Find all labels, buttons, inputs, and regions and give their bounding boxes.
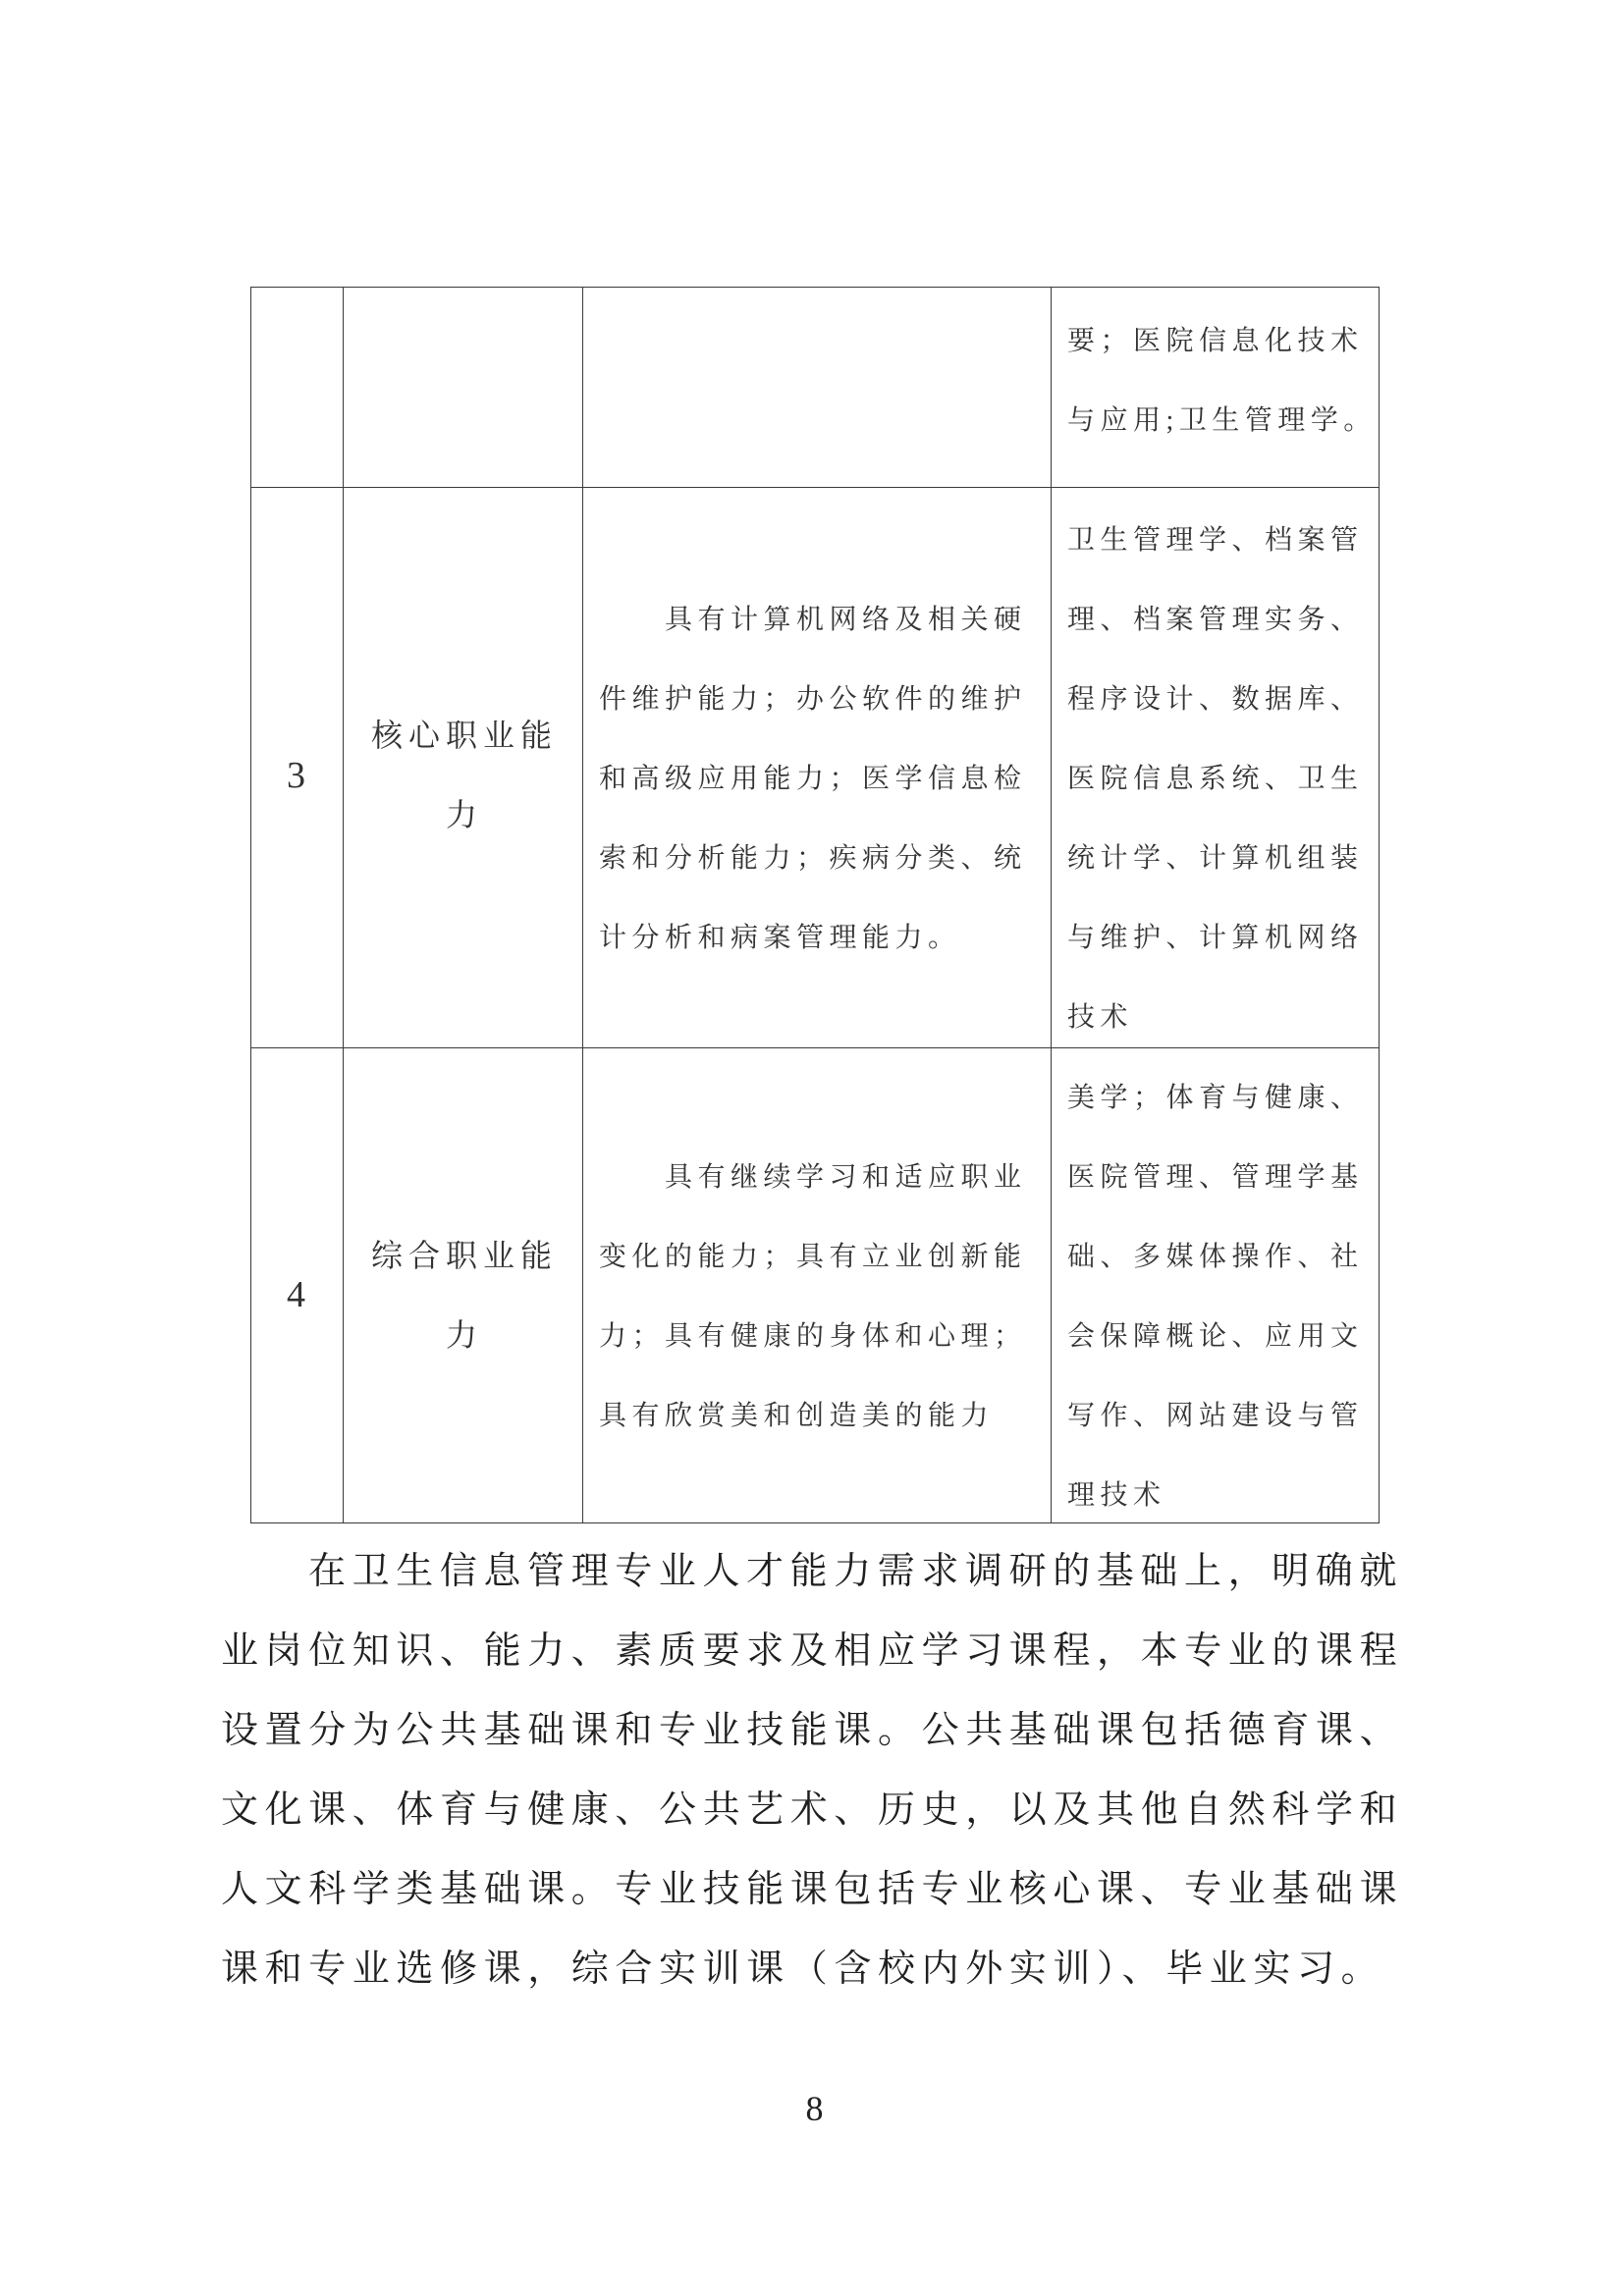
paragraph-line: 课和专业选修课，综合实训课（含校内外实训）、毕业实习。	[221, 1949, 1385, 1990]
page-number: 8	[805, 2089, 824, 2128]
cell-line: 核心职业能	[370, 718, 558, 753]
cell-line: 医院管理、管理学基	[1067, 1162, 1364, 1193]
cell-line: 变化的能力；具有立业创新能	[599, 1242, 1027, 1272]
cell-line: 程序设计、数据库、	[1067, 684, 1364, 715]
cell-line: 美学；体育与健康、	[1067, 1083, 1364, 1113]
table-column-divider	[582, 288, 583, 1522]
cell-line: 索和分析能力；疾病分类、统	[599, 843, 1027, 874]
paragraph-line: 在卫生信息管理专业人才能力需求调研的基础上，明确就	[308, 1551, 1404, 1592]
cell-line: 要；医院信息化技术	[1067, 326, 1364, 356]
cell-line: 和高级应用能力；医学信息检	[599, 764, 1027, 794]
table-column-divider	[1051, 288, 1052, 1522]
table-cell-courses	[1067, 501, 1364, 1057]
cell-line: 具有继续学习和适应职业	[665, 1162, 1027, 1193]
paragraph-line: 业岗位知识、能力、素质要求及相应学习课程，本专业的课程	[221, 1630, 1404, 1672]
table-cell-description	[599, 1138, 1027, 1456]
table-cell-description	[599, 580, 1027, 978]
cell-line: 力	[445, 797, 483, 832]
cell-line: 综合职业能	[370, 1238, 558, 1273]
cell-line: 理、档案管理实务、	[1067, 605, 1364, 635]
cell-line: 与维护、计算机网络	[1067, 923, 1364, 953]
cell-line: 础、多媒体操作、社	[1067, 1242, 1364, 1272]
paragraph-line: 设置分为公共基础课和专业技能课。公共基础课包括德育课、	[221, 1710, 1404, 1751]
table-cell-courses	[1067, 301, 1377, 460]
cell-line: 与应用;卫生管理学。	[1067, 405, 1377, 436]
paragraph-line: 文化课、体育与健康、公共艺术、历史，以及其他自然科学和	[221, 1789, 1404, 1831]
cell-line: 写作、网站建设与管	[1067, 1401, 1364, 1431]
paragraph-line: 人文科学类基础课。专业技能课包括专业核心课、专业基础课	[221, 1869, 1404, 1910]
cell-line: 具有欣赏美和创造美的能力	[599, 1401, 995, 1431]
cell-line: 医院信息系统、卫生	[1067, 764, 1364, 794]
cell-line: 具有计算机网络及相关硬	[665, 605, 1027, 635]
table-row-divider	[251, 487, 1379, 488]
table-cell-ability	[342, 1216, 581, 1375]
cell-line: 卫生管理学、档案管	[1067, 525, 1364, 556]
table-cell-courses	[1067, 1058, 1364, 1535]
cell-line: 技术	[1067, 1002, 1134, 1033]
body-paragraph	[221, 1532, 1403, 2009]
cell-line: 计分析和病案管理能力。	[599, 923, 961, 953]
cell-line: 力	[445, 1317, 483, 1353]
cell-line: 会保障概论、应用文	[1067, 1321, 1364, 1352]
cell-line: 统计学、计算机组装	[1067, 843, 1364, 874]
table-cell-number: 3	[287, 755, 305, 796]
table-cell-ability	[342, 696, 581, 855]
table-cell-number: 4	[287, 1274, 305, 1315]
cell-line: 件维护能力；办公软件的维护	[599, 684, 1027, 715]
cell-line: 力；具有健康的身体和心理；	[599, 1321, 1027, 1352]
cell-line: 理技术	[1067, 1480, 1166, 1511]
